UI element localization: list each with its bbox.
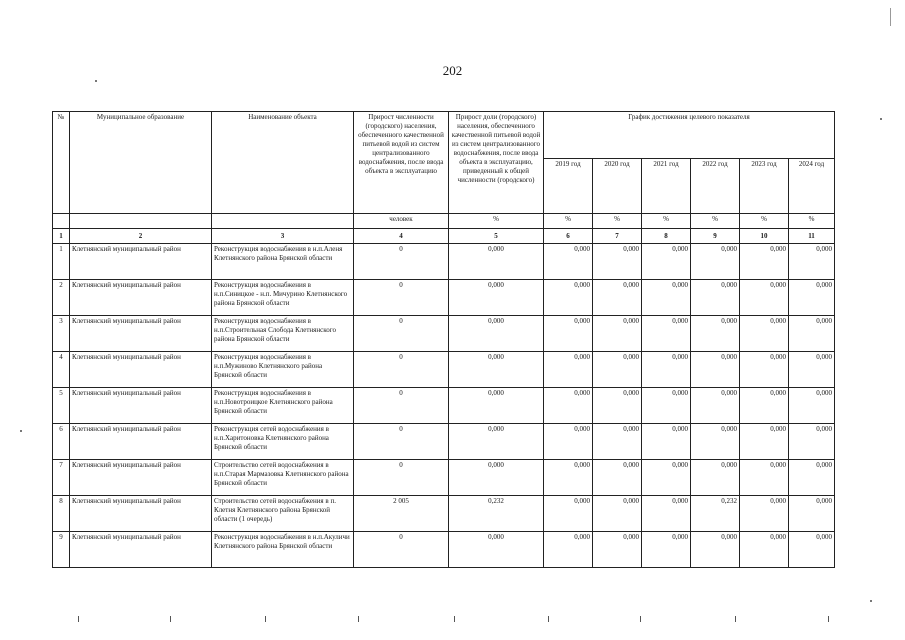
year-value-cell: 0,000: [544, 532, 593, 568]
year-value-cell: 0,000: [740, 424, 789, 460]
row-number: 2: [53, 280, 70, 316]
scan-margin-mark: [890, 8, 891, 26]
year-value-cell: 0,000: [642, 280, 691, 316]
header-year: 2019 год: [544, 159, 593, 214]
municipality-cell: Клетнянский муниципальный район: [70, 316, 212, 352]
object-name-cell: Реконструкция сетей водоснабжения в н.п.Харитоновка Клетнянского района Брянской области: [212, 424, 354, 460]
header-year: 2024 год: [789, 159, 835, 214]
year-value-cell: 0,000: [691, 280, 740, 316]
row-number: 5: [53, 388, 70, 424]
year-value-cell: 0,000: [593, 460, 642, 496]
share-cell: 0,000: [449, 316, 544, 352]
table-row: [53, 244, 835, 280]
page-number: 202: [442, 63, 463, 78]
header-no: №: [53, 112, 70, 214]
year-value-cell: 0,000: [642, 352, 691, 388]
scan-speck: [870, 600, 872, 602]
object-name-cell: Строительство сетей водоснабжения в н.п.Старая Мармазовка Клетнянского района Брянской области: [212, 460, 354, 496]
population-cell: 0: [354, 352, 449, 388]
unit-percent: %: [642, 214, 691, 229]
row-number: 1: [53, 244, 70, 280]
scan-speck: [20, 430, 22, 432]
scan-tick-mark: [454, 616, 455, 622]
year-value-cell: 0,000: [544, 424, 593, 460]
unit-percent: %: [789, 214, 835, 229]
row-number: 3: [53, 316, 70, 352]
municipality-cell: Клетнянский муниципальный район: [70, 496, 212, 532]
year-value-cell: 0,000: [642, 496, 691, 532]
municipality-cell: Клетнянский муниципальный район: [70, 280, 212, 316]
header-population-growth: Прирост численности (городского) населения, обеспеченного качественной питьевой водой из систем централизованного водоснабжения, после ввода объекта в эксплуатацию: [354, 112, 449, 214]
units-cell-empty: [53, 214, 70, 229]
year-value-cell: 0,000: [691, 532, 740, 568]
year-value-cell: 0,000: [593, 532, 642, 568]
year-value-cell: 0,000: [544, 316, 593, 352]
year-value-cell: 0,000: [593, 280, 642, 316]
column-index: 8: [642, 229, 691, 244]
year-value-cell: 0,000: [740, 388, 789, 424]
year-value-cell: 0,000: [789, 460, 835, 496]
scan-tick-mark: [358, 616, 359, 622]
column-index: 6: [544, 229, 593, 244]
year-value-cell: 0,000: [789, 424, 835, 460]
share-cell: 0,000: [449, 424, 544, 460]
object-name-cell: Реконструкция водоснабжения в н.п.Синицкое - н.п. Мичурино Клетнянского района Брянской области: [212, 280, 354, 316]
population-cell: 0: [354, 244, 449, 280]
header-row-top: [53, 112, 835, 159]
municipality-cell: Клетнянский муниципальный район: [70, 388, 212, 424]
object-name-cell: Реконструкция водоснабжения в н.п.Строительная Слобода Клетнянского района Брянской области: [212, 316, 354, 352]
year-value-cell: 0,000: [691, 460, 740, 496]
header-share-growth: Прирост доли (городского) населения, обеспеченного качественной питьевой водой из систем централизованного водоснабжения, после ввода объекта в эксплуатацию, приведенный к общей численности (городского): [449, 112, 544, 214]
table-row: [53, 460, 835, 496]
year-value-cell: 0,000: [691, 244, 740, 280]
year-value-cell: 0,000: [740, 316, 789, 352]
scan-tick-mark: [828, 616, 829, 622]
object-name-cell: Строительство сетей водоснабжения в п. Клетня Клетнянского района Брянской области (1 очередь): [212, 496, 354, 532]
year-value-cell: 0,000: [740, 280, 789, 316]
header-municipality: Муниципальное образование: [70, 112, 212, 214]
year-value-cell: 0,000: [593, 388, 642, 424]
object-name-cell: Реконструкция водоснабжения в н.п.Мужиново Клетнянского района Брянской области: [212, 352, 354, 388]
year-value-cell: 0,000: [789, 244, 835, 280]
target-indicator-table: [52, 111, 835, 568]
year-value-cell: 0,000: [789, 316, 835, 352]
share-cell: 0,000: [449, 532, 544, 568]
population-cell: 0: [354, 532, 449, 568]
table-row: [53, 424, 835, 460]
table-row: [53, 388, 835, 424]
population-cell: 2 005: [354, 496, 449, 532]
table-row: [53, 496, 835, 532]
municipality-cell: Клетнянский муниципальный район: [70, 244, 212, 280]
year-value-cell: 0,000: [740, 532, 789, 568]
year-value-cell: 0,000: [593, 244, 642, 280]
column-index: 7: [593, 229, 642, 244]
units-cell-empty: [212, 214, 354, 229]
row-number: 7: [53, 460, 70, 496]
row-number: 8: [53, 496, 70, 532]
column-index: 5: [449, 229, 544, 244]
column-index: 1: [53, 229, 70, 244]
table-body: [53, 244, 835, 568]
scan-tick-mark: [78, 616, 79, 622]
year-value-cell: 0,000: [544, 352, 593, 388]
year-value-cell: 0,000: [642, 388, 691, 424]
year-value-cell: 0,000: [691, 424, 740, 460]
column-index: 9: [691, 229, 740, 244]
population-cell: 0: [354, 424, 449, 460]
year-value-cell: 0,232: [691, 496, 740, 532]
object-name-cell: Реконструкция водоснабжения в н.п.Новотроицкое Клетнянского района Брянской области: [212, 388, 354, 424]
unit-percent: %: [691, 214, 740, 229]
unit-percent: %: [740, 214, 789, 229]
year-value-cell: 0,000: [593, 424, 642, 460]
object-name-cell: Реконструкция водоснабжения в н.п.Аленя Клетнянского района Брянской области: [212, 244, 354, 280]
population-cell: 0: [354, 388, 449, 424]
year-value-cell: 0,000: [544, 244, 593, 280]
population-cell: 0: [354, 316, 449, 352]
row-number: 4: [53, 352, 70, 388]
header-year: 2023 год: [740, 159, 789, 214]
scan-tick-mark: [170, 616, 171, 622]
year-value-cell: 0,000: [642, 460, 691, 496]
share-cell: 0,000: [449, 280, 544, 316]
header-year: 2022 год: [691, 159, 740, 214]
year-value-cell: 0,000: [544, 460, 593, 496]
header-schedule: График достижения целевого показателя: [544, 112, 835, 159]
units-cell-empty: [70, 214, 212, 229]
column-index: 3: [212, 229, 354, 244]
year-value-cell: 0,000: [789, 496, 835, 532]
year-value-cell: 0,000: [544, 280, 593, 316]
year-value-cell: 0,000: [789, 532, 835, 568]
year-value-cell: 0,000: [642, 316, 691, 352]
unit-percent: %: [593, 214, 642, 229]
municipality-cell: Клетнянский муниципальный район: [70, 352, 212, 388]
share-cell: 0,000: [449, 460, 544, 496]
municipality-cell: Клетнянский муниципальный район: [70, 424, 212, 460]
units-row: [53, 214, 835, 229]
year-value-cell: 0,000: [789, 388, 835, 424]
year-value-cell: 0,000: [544, 496, 593, 532]
year-value-cell: 0,000: [789, 280, 835, 316]
municipality-cell: Клетнянский муниципальный район: [70, 460, 212, 496]
column-index-row: [53, 229, 835, 244]
unit-people: человек: [354, 214, 449, 229]
scan-tick-mark: [265, 616, 266, 622]
column-index: 2: [70, 229, 212, 244]
municipality-cell: Клетнянский муниципальный район: [70, 532, 212, 568]
year-value-cell: 0,000: [691, 352, 740, 388]
header-object-name: Наименование объекта: [212, 112, 354, 214]
column-index: 10: [740, 229, 789, 244]
share-cell: 0,000: [449, 388, 544, 424]
header-year: 2021 год: [642, 159, 691, 214]
year-value-cell: 0,000: [544, 388, 593, 424]
table-row: [53, 280, 835, 316]
share-cell: 0,000: [449, 244, 544, 280]
year-value-cell: 0,000: [740, 244, 789, 280]
table-row: [53, 532, 835, 568]
year-value-cell: 0,000: [789, 352, 835, 388]
share-cell: 0,232: [449, 496, 544, 532]
year-value-cell: 0,000: [593, 352, 642, 388]
row-number: 9: [53, 532, 70, 568]
year-value-cell: 0,000: [691, 316, 740, 352]
year-value-cell: 0,000: [740, 352, 789, 388]
year-value-cell: 0,000: [642, 244, 691, 280]
column-index: 4: [354, 229, 449, 244]
scan-tick-mark: [640, 616, 641, 622]
unit-percent: %: [544, 214, 593, 229]
year-value-cell: 0,000: [740, 496, 789, 532]
row-number: 6: [53, 424, 70, 460]
year-value-cell: 0,000: [642, 424, 691, 460]
year-value-cell: 0,000: [740, 460, 789, 496]
population-cell: 0: [354, 460, 449, 496]
scan-tick-mark: [735, 616, 736, 622]
year-value-cell: 0,000: [593, 316, 642, 352]
scan-speck: [880, 118, 882, 120]
share-cell: 0,000: [449, 352, 544, 388]
unit-percent: %: [449, 214, 544, 229]
year-value-cell: 0,000: [691, 388, 740, 424]
year-value-cell: 0,000: [593, 496, 642, 532]
scan-tick-mark: [548, 616, 549, 622]
population-cell: 0: [354, 280, 449, 316]
table-row: [53, 352, 835, 388]
year-value-cell: 0,000: [642, 532, 691, 568]
object-name-cell: Реконструкция водоснабжения в н.п.Акуличи Клетнянского района Брянской области: [212, 532, 354, 568]
scan-speck: [95, 80, 97, 82]
table-row: [53, 316, 835, 352]
column-index: 11: [789, 229, 835, 244]
header-year: 2020 год: [593, 159, 642, 214]
